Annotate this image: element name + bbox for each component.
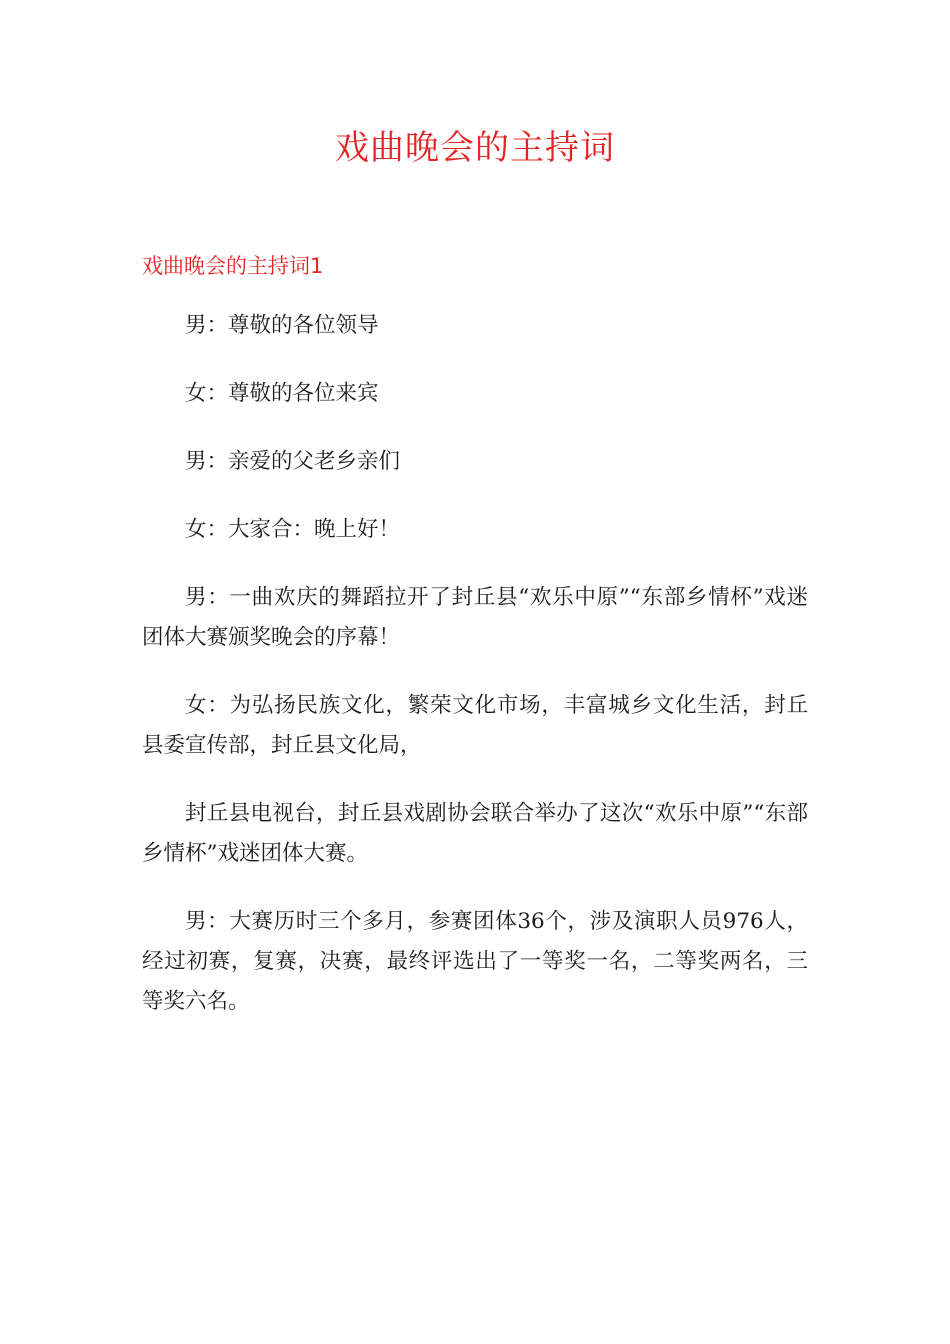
paragraph: 男：大赛历时三个多月，参赛团体36个，涉及演职人员976人，经过初赛，复赛，决赛，最终评选出了一等奖一名，二等奖两名，三等奖六名。 [142,909,808,1014]
paragraph: 女：为弘扬民族文化，繁荣文化市场，丰富城乡文化生活，封丘县委宣传部，封丘县文化局， [142,693,808,758]
paragraph: 封丘县电视台，封丘县戏剧协会联合举办了这次“欢乐中原”“东部乡情杯”戏迷团体大赛。 [142,801,808,866]
paragraph: 男：尊敬的各位领导 [185,313,379,338]
paragraph: 男：亲爱的父老乡亲们 [185,449,401,474]
document-body [142,306,808,1050]
section-heading: 戏曲晚会的主持词1 [142,254,324,278]
document-title: 戏曲晚会的主持词 [335,128,615,168]
paragraph: 男：一曲欢庆的舞蹈拉开了封丘县“欢乐中原”“东部乡情杯”戏迷团体大赛颁奖晚会的序幕！ [142,585,808,650]
paragraph: 女：尊敬的各位来宾 [185,381,379,406]
paragraph: 女：大家合：晚上好！ [185,517,401,542]
